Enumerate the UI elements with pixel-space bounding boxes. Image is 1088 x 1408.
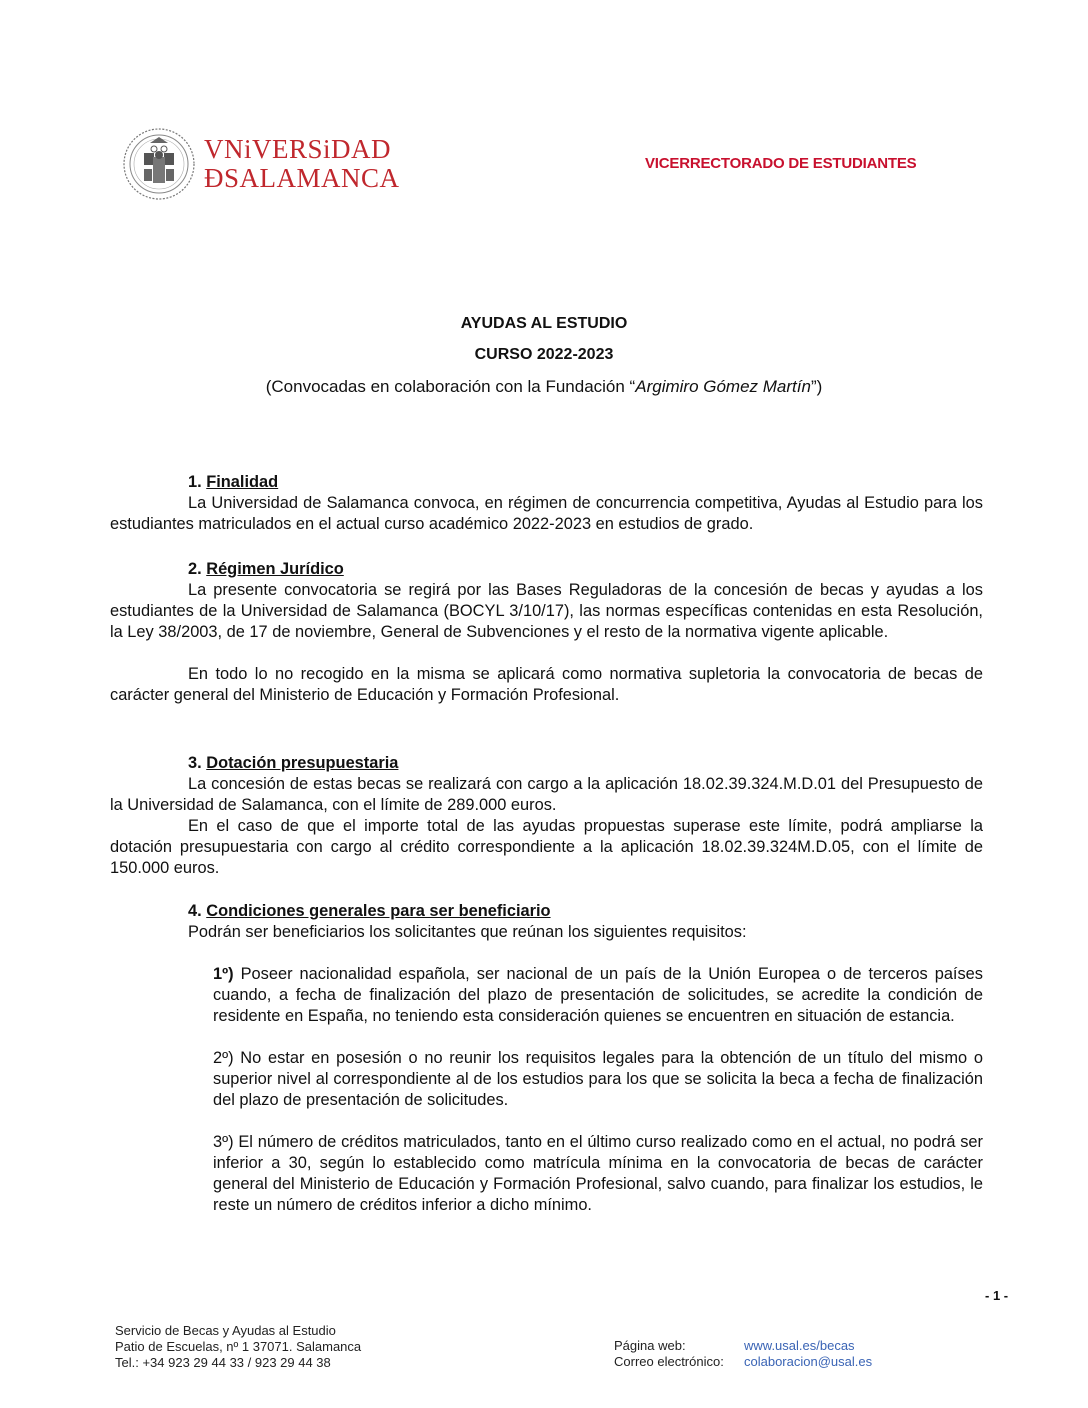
requirement-item: 1º) Poseer nacionalidad española, ser nacional de un país de la Unión Europea o de terceros países cuando, a fecha de finalización del plazo de presentación de solicitudes, se acredite la condición de residente en España, no teniendo esta consideración quienes se encuentren en situación de estancia. [213, 965, 983, 1025]
section-heading: 3. Dotación presupuestaria [188, 754, 399, 772]
footer-contact [115, 1323, 361, 1371]
document-title: AYUDAS AL ESTUDIO [460, 315, 628, 332]
footer-address: Patio de Escuelas, nº 1 37071. Salamanca [115, 1339, 362, 1354]
web-label: Página web: [614, 1338, 686, 1353]
section-1 [110, 472, 983, 535]
footer-service-name: Servicio de Becas y Ayudas al Estudio [115, 1323, 336, 1338]
section-4 [110, 901, 983, 1216]
department-name: VICERRECTORADO DE ESTUDIANTES [645, 155, 917, 172]
section-2 [110, 559, 983, 706]
section-3 [110, 753, 983, 879]
requirement-item: 3º) El número de créditos matriculados, tanto en el último curso realizado como en el actual, no podrá ser inferior a 30, según lo establecido como matrícula mínima en la convocatoria de becas de carácter general del Ministerio de Educación y Formación Profesional, salvo cuando, para finalizar los estudios, le reste un número de créditos inferior a dicho mínimo. [213, 1133, 983, 1214]
wordmark-line-1: VNiVERSiDAD [204, 134, 392, 164]
page-number: - 1 - [985, 1288, 1009, 1303]
footer-phone: Tel.: +34 923 29 44 33 / 923 29 44 38 [115, 1355, 331, 1370]
section-paragraph: La presente convocatoria se regirá por las Bases Reguladoras de la concesión de becas y ayudas a los estudiantes de la Universidad de Salamanca (BOCYL 3/10/17), las normas específicas contenidas en esta Resolución, la Ley 38/2003, de 17 de noviembre, General de Subvenciones y el resto de la normativa vigente aplicable. [110, 581, 983, 641]
wordmark-line-2: ÐSALAMANCA [204, 163, 400, 193]
section-paragraph: En todo lo no recogido en la misma se aplicará como normativa supletoria la convocatoria de becas de carácter general del Ministerio de Educación y Formación Profesional. [110, 665, 983, 704]
email-link[interactable]: colaboracion@usal.es [744, 1354, 873, 1369]
section-paragraph: La concesión de estas becas se realizará con cargo a la aplicación 18.02.39.324.M.D.01 del Presupuesto de la Universidad de Salamanca, con el límite de 289.000 euros. [110, 775, 983, 814]
web-link[interactable]: www.usal.es/becas [744, 1338, 855, 1353]
requirement-item: 2º) No estar en posesión o no reunir los requisitos legales para la obtención de un título del mismo o superior nivel al correspondiente al de los estudios para los que se solicita la beca a fecha de finalización del plazo de presentación de solicitudes. [213, 1049, 983, 1109]
email-label: Correo electrónico: [614, 1354, 724, 1369]
university-wordmark [204, 135, 400, 193]
document-subtitle-course: CURSO 2022-2023 [474, 346, 614, 363]
section-paragraph: La Universidad de Salamanca convoca, en régimen de concurrencia competitiva, Ayudas al Estudio para los estudiantes matriculados en el actual curso académico 2022-2023 en estudios de grado. [110, 494, 983, 533]
footer-links [614, 1338, 872, 1370]
section-heading: 1. Finalidad [188, 473, 279, 491]
section-heading: 2. Régimen Jurídico [188, 560, 344, 578]
document-subtitle-collaboration [0, 377, 1088, 397]
university-logo [122, 127, 400, 201]
foundation-name: Argimiro Gómez Martín [635, 377, 811, 396]
collab-suffix: ”) [810, 377, 823, 396]
section-paragraph: En el caso de que el importe total de las ayudas propuestas superase este límite, podrá ampliarse la dotación presupuestaria con cargo al crédito correspondiente a la aplicación 18.02.39.324M.D.05, con el límite de 150.000 euros. [110, 817, 983, 877]
section-intro: Podrán ser beneficiarios los solicitantes que reúnan los siguientes requisitos: [188, 923, 747, 941]
section-heading: 4. Condiciones generales para ser beneficiario [188, 902, 551, 920]
collab-prefix: (Convocadas en colaboración con la Fundación “ [265, 377, 636, 396]
university-seal-icon [122, 127, 196, 201]
